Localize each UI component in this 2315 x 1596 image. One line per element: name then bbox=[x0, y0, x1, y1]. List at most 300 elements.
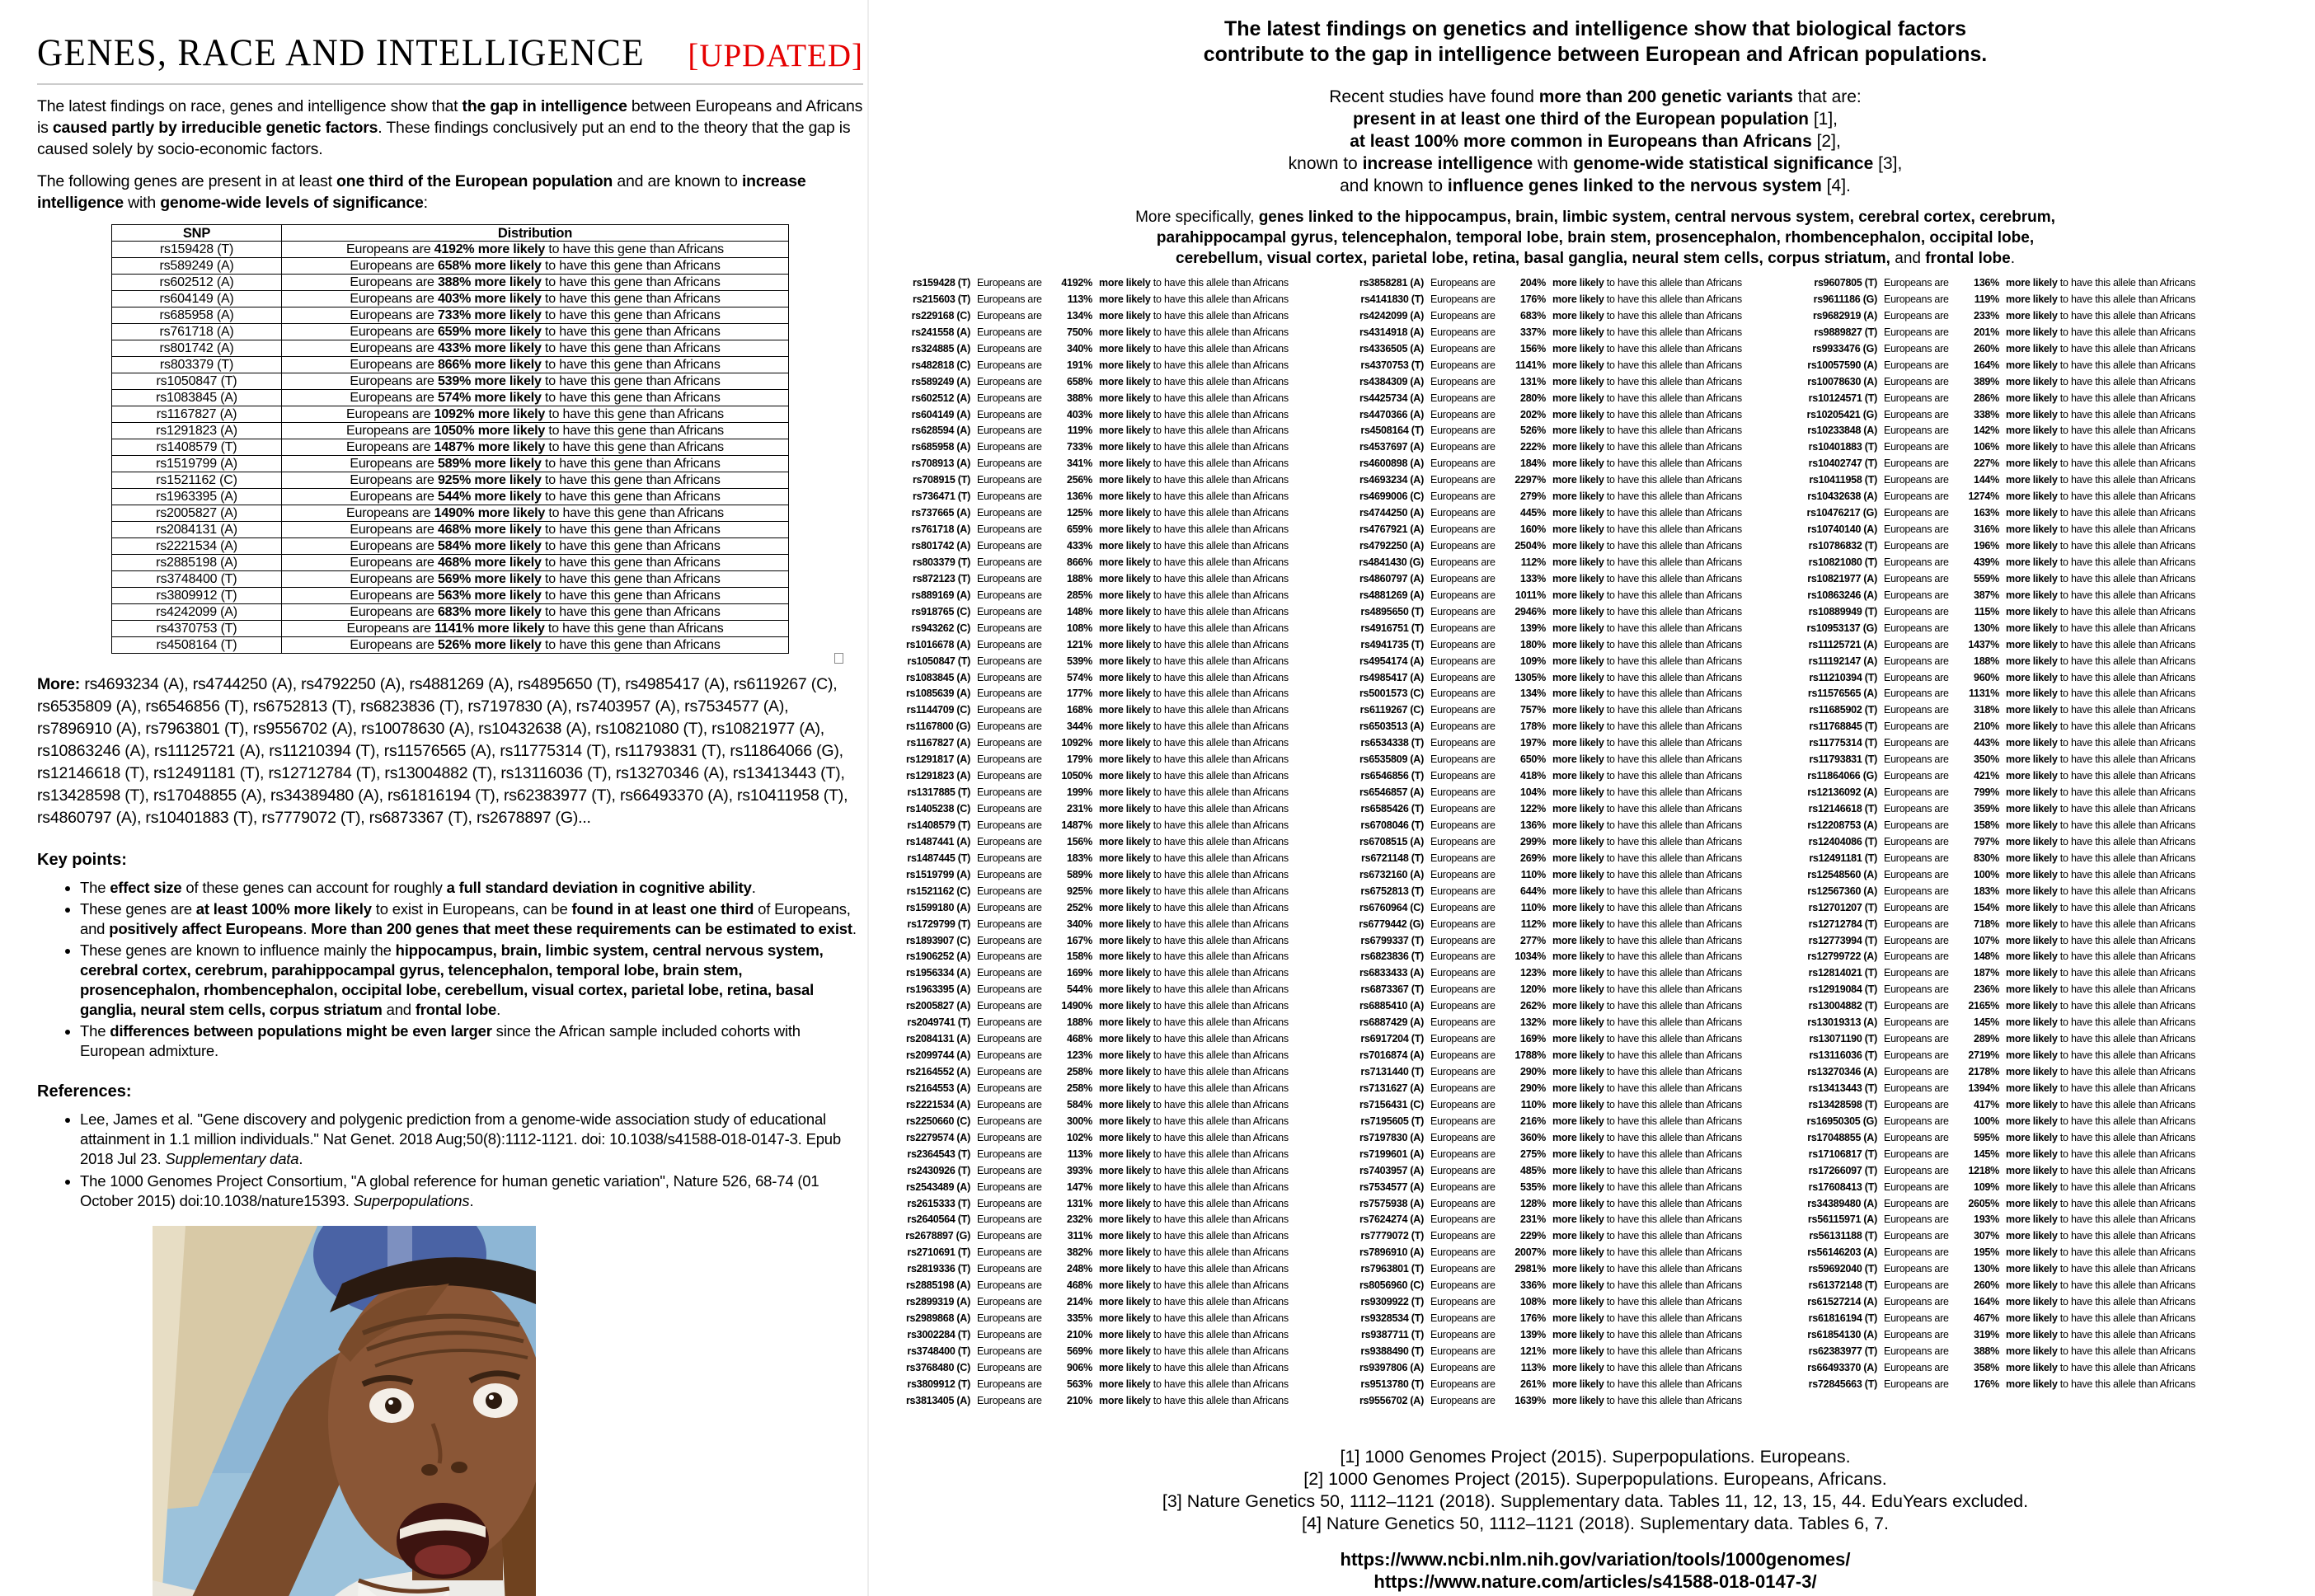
snp-id: rs6732160 (A) bbox=[1359, 868, 1424, 880]
snp-percentage: 526% bbox=[1520, 425, 1546, 437]
snp-id: rs628594 (A) bbox=[911, 425, 970, 437]
snp-table-wrap bbox=[37, 224, 863, 654]
snp-row-suffix: more likely to have this allele than Africans bbox=[2006, 721, 2195, 733]
snp-row bbox=[1340, 965, 1756, 982]
snp-percentage: 125% bbox=[1067, 507, 1092, 519]
snp-row bbox=[1340, 571, 1756, 588]
snp-percentage: 191% bbox=[1067, 359, 1092, 371]
snp-row-prefix: Europeans are bbox=[977, 1378, 1042, 1390]
snp-column bbox=[1793, 275, 2288, 1393]
snp-percentage: 252% bbox=[1067, 901, 1092, 913]
snp-id: rs11793831 (T) bbox=[1809, 753, 1877, 766]
snp-percentage: 574% bbox=[1067, 671, 1092, 683]
snp-row-suffix: more likely to have this allele than Africans bbox=[1099, 458, 1289, 470]
snp-row bbox=[886, 1377, 1303, 1393]
snp-percentage: 164% bbox=[1974, 359, 1999, 371]
snp-id: rs12567360 (A) bbox=[1807, 885, 1877, 897]
snp-id: rs6708515 (A) bbox=[1359, 835, 1424, 847]
snp-percentage: 107% bbox=[1974, 934, 1999, 946]
snp-id: rs4141830 (T) bbox=[1360, 293, 1424, 305]
snp-row-suffix: more likely to have this allele than Africans bbox=[1099, 1394, 1289, 1406]
snp-row-prefix: Europeans are bbox=[977, 277, 1042, 289]
studies-line: present in at least one third of the European population [1], bbox=[1352, 110, 1838, 129]
snp-row-prefix: Europeans are bbox=[1430, 572, 1496, 584]
snp-row-prefix: Europeans are bbox=[977, 425, 1042, 437]
snp-id: rs10402747 (T) bbox=[1808, 458, 1877, 470]
snp-row bbox=[1793, 456, 2288, 472]
snp-percentage: 164% bbox=[1974, 1296, 1999, 1308]
snp-percentage: 121% bbox=[1067, 638, 1092, 650]
snp-percentage: 388% bbox=[1067, 392, 1092, 404]
distribution-cell: Europeans are 1141% more likely to have this gene than Africans bbox=[282, 621, 789, 637]
snp-row-prefix: Europeans are bbox=[1884, 868, 1949, 880]
source-links bbox=[876, 1548, 2315, 1593]
snp-row-suffix: more likely to have this allele than Africans bbox=[1099, 770, 1289, 782]
key-point-item: • The effect size of these genes can account for roughly a full standard deviation in cognitive ability. bbox=[80, 878, 863, 898]
snp-percentage: 199% bbox=[1067, 786, 1092, 799]
snp-row-suffix: more likely to have this allele than Africans bbox=[2006, 885, 2195, 897]
snp-row-prefix: Europeans are bbox=[1430, 1000, 1496, 1012]
snp-id: rs2678897 (G) bbox=[905, 1230, 970, 1242]
snp-row bbox=[1340, 538, 1756, 555]
snp-row-suffix: more likely to have this allele than Africans bbox=[1099, 1164, 1289, 1176]
snp-id: rs872123 (T) bbox=[913, 572, 970, 584]
snp-row-prefix: Europeans are bbox=[1884, 491, 1949, 503]
snp-row-suffix: more likely to have this allele than Africans bbox=[1099, 1329, 1289, 1340]
genes-paragraph: The following genes are present in at least one third of the European population and are known to increase intelligence with genome-wide levels of significance: bbox=[37, 172, 806, 212]
snp-row-suffix: more likely to have this allele than Africans bbox=[1552, 523, 1742, 536]
source-link[interactable]: https://www.ncbi.nlm.nih.gov/variation/tools/1000genomes/ bbox=[1340, 1548, 1851, 1570]
snp-row-prefix: Europeans are bbox=[1430, 1378, 1496, 1390]
snp-row-suffix: more likely to have this allele than Africans bbox=[2006, 1033, 2195, 1045]
snp-row-prefix: Europeans are bbox=[1430, 803, 1496, 814]
snp-row-suffix: more likely to have this allele than Africans bbox=[1552, 441, 1742, 453]
snp-row-prefix: Europeans are bbox=[1884, 523, 1949, 536]
headline-line: The latest findings on genetics and intelligence show that biological factors bbox=[1223, 17, 1967, 40]
snp-percentage: 104% bbox=[1520, 786, 1546, 799]
snp-percentage: 2605% bbox=[1968, 1197, 1999, 1209]
snp-row-prefix: Europeans are bbox=[1430, 1263, 1496, 1275]
footnote-item: [4] Nature Genetics 50, 1112–1121 (2018). Suplementary data. Tables 6, 7. bbox=[1302, 1513, 1889, 1533]
snp-row bbox=[1793, 801, 2288, 818]
snp-row-suffix: more likely to have this allele than Africans bbox=[1552, 359, 1742, 371]
snp-id: rs11775314 (T) bbox=[1809, 737, 1877, 749]
snp-row-prefix: Europeans are bbox=[1430, 458, 1496, 470]
snp-id: rs13071190 (T) bbox=[1809, 1033, 1877, 1045]
snp-id: rs2084131 (A) bbox=[905, 1033, 970, 1045]
snp-percentage: 757% bbox=[1520, 704, 1546, 716]
snp-percentage: 467% bbox=[1974, 1312, 1999, 1325]
snp-row bbox=[1793, 1081, 2288, 1097]
snp-id: rs17608413 (T) bbox=[1808, 1181, 1877, 1193]
snp-row-prefix: Europeans are bbox=[977, 1098, 1042, 1110]
snp-row-suffix: more likely to have this allele than Africans bbox=[1099, 1230, 1289, 1242]
snp-row-prefix: Europeans are bbox=[977, 441, 1042, 453]
snp-row-prefix: Europeans are bbox=[1884, 835, 1949, 847]
snp-row bbox=[1340, 1360, 1756, 1377]
headline-line: contribute to the gap in intelligence between European and African populations. bbox=[1203, 43, 1988, 66]
snp-row bbox=[1793, 982, 2288, 998]
snp-row bbox=[886, 719, 1303, 735]
snp-percentage: 119% bbox=[1974, 293, 1999, 305]
snp-row-suffix: more likely to have this allele than Africans bbox=[1552, 1181, 1742, 1193]
snp-row bbox=[1340, 1015, 1756, 1031]
snp-row-suffix: more likely to have this allele than Africans bbox=[1552, 671, 1742, 683]
snp-row bbox=[1793, 1278, 2288, 1294]
snp-row-suffix: more likely to have this allele than Africans bbox=[1099, 1312, 1289, 1325]
snp-row-prefix: Europeans are bbox=[977, 293, 1042, 305]
snp-id: rs6546857 (A) bbox=[1359, 786, 1424, 799]
snp-id: rs12919084 (T) bbox=[1808, 983, 1877, 996]
snp-id: rs324885 (A) bbox=[911, 342, 970, 354]
snp-percentage: 156% bbox=[1520, 342, 1546, 354]
snp-percentage: 154% bbox=[1974, 901, 1999, 913]
snp-row bbox=[886, 834, 1303, 851]
snp-percentage: 1092% bbox=[1061, 737, 1092, 749]
snp-percentage: 169% bbox=[1067, 967, 1092, 979]
snp-row-prefix: Europeans are bbox=[977, 392, 1042, 404]
snp-row bbox=[1340, 1393, 1756, 1410]
snp-row-suffix: more likely to have this allele than Africans bbox=[2006, 704, 2195, 716]
snp-row-suffix: more likely to have this allele than Africans bbox=[1552, 1131, 1742, 1143]
snp-percentage: 147% bbox=[1067, 1181, 1092, 1193]
snp-percentage: 2007% bbox=[1514, 1246, 1546, 1259]
snp-id: rs12814021 (T) bbox=[1808, 967, 1877, 979]
snp-percentage: 830% bbox=[1974, 852, 1999, 864]
snp-row bbox=[1340, 949, 1756, 965]
snp-row-suffix: more likely to have this allele than Africans bbox=[1099, 983, 1289, 996]
snp-row-suffix: more likely to have this allele than Africans bbox=[1552, 408, 1742, 420]
snp-id: rs10432638 (A) bbox=[1807, 491, 1877, 503]
snp-id: rs1050847 (T) bbox=[907, 655, 970, 667]
snp-row bbox=[1340, 1377, 1756, 1393]
snp-row-prefix: Europeans are bbox=[1430, 983, 1496, 996]
snp-row-prefix: Europeans are bbox=[1430, 1361, 1496, 1373]
snp-row-suffix: more likely to have this allele than Africans bbox=[1552, 819, 1742, 831]
snp-row bbox=[1340, 1212, 1756, 1228]
snp-row-suffix: more likely to have this allele than Africans bbox=[1099, 523, 1289, 536]
snp-row-prefix: Europeans are bbox=[977, 1279, 1042, 1292]
snp-cell: rs1519799 (A) bbox=[112, 456, 282, 472]
snp-row-prefix: Europeans are bbox=[1884, 901, 1949, 913]
snp-row bbox=[886, 1180, 1303, 1196]
snp-id: rs801742 (A) bbox=[911, 540, 970, 552]
snp-row-prefix: Europeans are bbox=[1884, 721, 1949, 733]
snp-row-suffix: more likely to have this allele than Africans bbox=[2006, 1131, 2195, 1143]
snp-percentage: 210% bbox=[1067, 1394, 1092, 1406]
snp-row bbox=[1793, 670, 2288, 687]
snp-row bbox=[1340, 604, 1756, 621]
studies-line: Recent studies have found more than 200 genetic variants that are: bbox=[1329, 87, 1862, 106]
snp-percentage: 210% bbox=[1974, 721, 1999, 733]
snp-id: rs4860797 (A) bbox=[1359, 572, 1424, 584]
snp-percentage: 544% bbox=[1067, 983, 1092, 996]
table-row bbox=[112, 406, 789, 423]
snp-percentage: 134% bbox=[1067, 309, 1092, 322]
snp-row-suffix: more likely to have this allele than Africans bbox=[2006, 918, 2195, 930]
snp-row bbox=[886, 538, 1303, 555]
snp-percentage: 589% bbox=[1067, 868, 1092, 880]
snp-percentage: 443% bbox=[1974, 737, 1999, 749]
snp-row-suffix: more likely to have this allele than Africans bbox=[1552, 753, 1742, 766]
snp-row bbox=[1793, 1245, 2288, 1261]
snp-id: rs708913 (A) bbox=[911, 458, 970, 470]
snp-row-prefix: Europeans are bbox=[1430, 408, 1496, 420]
snp-percentage: 195% bbox=[1974, 1246, 1999, 1259]
snp-row bbox=[886, 965, 1303, 982]
snp-percentage: 121% bbox=[1520, 1345, 1546, 1357]
snp-id: rs3858281 (A) bbox=[1359, 277, 1424, 289]
snp-row bbox=[886, 439, 1303, 456]
snp-row bbox=[886, 702, 1303, 719]
snp-row-prefix: Europeans are bbox=[977, 770, 1042, 782]
snp-row-suffix: more likely to have this allele than Africans bbox=[2006, 572, 2195, 584]
snp-row bbox=[1340, 1064, 1756, 1081]
snp-row-suffix: more likely to have this allele than Africans bbox=[1099, 491, 1289, 503]
snp-row-prefix: Europeans are bbox=[1884, 786, 1949, 799]
snp-row bbox=[886, 1360, 1303, 1377]
snp-row-prefix: Europeans are bbox=[1884, 688, 1949, 700]
snp-row bbox=[1340, 1344, 1756, 1360]
distribution-cell: Europeans are 866% more likely to have this gene than Africans bbox=[282, 357, 789, 373]
snp-row bbox=[886, 768, 1303, 785]
snp-row-suffix: more likely to have this allele than Africans bbox=[1099, 1033, 1289, 1045]
snp-row bbox=[886, 522, 1303, 538]
snp-row bbox=[1793, 391, 2288, 407]
snp-id: rs2615333 (T) bbox=[907, 1197, 970, 1209]
snp-id: rs2364543 (T) bbox=[907, 1148, 970, 1160]
snp-row-suffix: more likely to have this allele than Africans bbox=[1099, 1378, 1289, 1390]
snp-row bbox=[1340, 900, 1756, 917]
snp-row-prefix: Europeans are bbox=[977, 951, 1042, 963]
snp-row bbox=[886, 588, 1303, 604]
key-points-heading: Key points: bbox=[37, 851, 127, 869]
snp-row-prefix: Europeans are bbox=[1430, 852, 1496, 864]
snp-id: rs10411958 (T) bbox=[1809, 474, 1877, 486]
snp-row-suffix: more likely to have this allele than Africans bbox=[2006, 770, 2195, 782]
studies-line: known to increase intelligence with genome-wide statistical significance [3], bbox=[1288, 154, 1903, 173]
snp-row bbox=[886, 982, 1303, 998]
snp-percentage: 286% bbox=[1974, 392, 1999, 404]
snp-row-prefix: Europeans are bbox=[1430, 1213, 1496, 1226]
snp-row bbox=[886, 1228, 1303, 1245]
snp-row-suffix: more likely to have this allele than Africans bbox=[2006, 1329, 2195, 1340]
snp-row-prefix: Europeans are bbox=[1884, 1082, 1949, 1094]
snp-row-prefix: Europeans are bbox=[1430, 1197, 1496, 1209]
snp-id: rs3813405 (A) bbox=[905, 1394, 970, 1406]
snp-percentage: 233% bbox=[1974, 309, 1999, 322]
snp-percentage: 167% bbox=[1067, 934, 1092, 946]
snp-percentage: 1131% bbox=[1969, 688, 1999, 700]
snp-row-suffix: more likely to have this allele than Africans bbox=[1099, 1213, 1289, 1226]
snp-row-suffix: more likely to have this allele than Africans bbox=[2006, 753, 2195, 766]
snp-row-suffix: more likely to have this allele than Africans bbox=[1552, 1066, 1742, 1077]
snp-row-prefix: Europeans are bbox=[1884, 1115, 1949, 1127]
snp-row bbox=[1340, 1180, 1756, 1196]
snp-row-suffix: more likely to have this allele than Africans bbox=[1099, 704, 1289, 716]
snp-row-suffix: more likely to have this allele than Africans bbox=[1099, 342, 1289, 354]
snp-row-prefix: Europeans are bbox=[1884, 1378, 1949, 1390]
snp-row bbox=[1793, 621, 2288, 637]
snp-percentage: 120% bbox=[1520, 983, 1546, 996]
table-row bbox=[112, 555, 789, 571]
snp-row bbox=[1340, 1163, 1756, 1180]
snp-row-prefix: Europeans are bbox=[1430, 704, 1496, 716]
snp-id: rs736471 (T) bbox=[913, 491, 970, 503]
snp-row-prefix: Europeans are bbox=[1430, 1066, 1496, 1077]
snp-row-prefix: Europeans are bbox=[1430, 967, 1496, 979]
snp-percentage: 176% bbox=[1974, 1378, 1999, 1390]
snp-row-prefix: Europeans are bbox=[1884, 737, 1949, 749]
snp-percentage: 256% bbox=[1067, 474, 1092, 486]
snp-row-prefix: Europeans are bbox=[1430, 737, 1496, 749]
snp-percentage: 102% bbox=[1067, 1131, 1092, 1143]
snp-row-prefix: Europeans are bbox=[1884, 1164, 1949, 1176]
snp-row-prefix: Europeans are bbox=[1430, 441, 1496, 453]
snp-row-suffix: more likely to have this allele than Africans bbox=[2006, 622, 2195, 634]
snp-percentage: 108% bbox=[1520, 1296, 1546, 1308]
snp-row-suffix: more likely to have this allele than Africans bbox=[1099, 572, 1289, 584]
snp-cell: rs3809912 (T) bbox=[112, 588, 282, 604]
snp-row-prefix: Europeans are bbox=[977, 491, 1042, 503]
snp-percentage: 148% bbox=[1974, 951, 1999, 963]
snp-row-prefix: Europeans are bbox=[1430, 309, 1496, 322]
snp-cell: rs1050847 (T) bbox=[112, 373, 282, 390]
snp-row bbox=[886, 456, 1303, 472]
snp-percentage: 269% bbox=[1520, 852, 1546, 864]
snp-row-prefix: Europeans are bbox=[1430, 1296, 1496, 1308]
snp-id: rs7195605 (T) bbox=[1360, 1115, 1424, 1127]
snp-row-suffix: more likely to have this allele than Africans bbox=[1099, 671, 1289, 683]
snp-id: rs3809912 (T) bbox=[907, 1378, 970, 1390]
snp-percentage: 338% bbox=[1974, 408, 1999, 420]
snp-row-prefix: Europeans are bbox=[1884, 507, 1949, 519]
snp-row bbox=[1340, 686, 1756, 702]
snp-percentage: 110% bbox=[1520, 868, 1546, 880]
snp-id: rs9328534 (T) bbox=[1360, 1312, 1424, 1325]
snp-percentage: 1788% bbox=[1514, 1049, 1546, 1062]
snp-row-prefix: Europeans are bbox=[1884, 556, 1949, 568]
snp-row bbox=[886, 341, 1303, 358]
snp-row-prefix: Europeans are bbox=[1430, 507, 1496, 519]
snp-row-suffix: more likely to have this allele than Africans bbox=[2006, 342, 2195, 354]
snp-row-suffix: more likely to have this allele than Africans bbox=[2006, 1181, 2195, 1193]
snp-row bbox=[1793, 965, 2288, 982]
distribution-cell: Europeans are 468% more likely to have this gene than Africans bbox=[282, 555, 789, 571]
snp-row bbox=[886, 1031, 1303, 1048]
updated-badge: [UPDATED] bbox=[688, 38, 863, 73]
snp-row bbox=[886, 1245, 1303, 1261]
snp-id: rs12548560 (A) bbox=[1807, 868, 1877, 880]
snp-row-prefix: Europeans are bbox=[1430, 901, 1496, 913]
snp-cell: rs604149 (A) bbox=[112, 291, 282, 307]
snp-id: rs6119267 (C) bbox=[1359, 704, 1424, 716]
snp-id: rs10889949 (T) bbox=[1808, 605, 1877, 617]
distribution-cell: Europeans are 388% more likely to have this gene than Africans bbox=[282, 275, 789, 291]
snp-row-prefix: Europeans are bbox=[1884, 1312, 1949, 1325]
snp-row-prefix: Europeans are bbox=[1430, 491, 1496, 503]
snp-row bbox=[886, 785, 1303, 801]
snp-row-suffix: more likely to have this allele than Africans bbox=[2006, 638, 2195, 650]
snp-row-prefix: Europeans are bbox=[977, 1230, 1042, 1242]
snp-percentage: 201% bbox=[1974, 326, 1999, 338]
snp-row-prefix: Europeans are bbox=[1430, 721, 1496, 733]
snp-row-suffix: more likely to have this allele than Africans bbox=[1552, 1345, 1742, 1357]
snp-row-prefix: Europeans are bbox=[977, 1115, 1042, 1127]
snp-row bbox=[1793, 1311, 2288, 1327]
snp-row-suffix: more likely to have this allele than Africans bbox=[1552, 309, 1742, 322]
snp-id: rs1729799 (T) bbox=[907, 918, 970, 930]
snp-row-suffix: more likely to have this allele than Africans bbox=[1099, 1131, 1289, 1143]
snp-row bbox=[1793, 917, 2288, 933]
snp-percentage: 683% bbox=[1520, 309, 1546, 322]
snp-id: rs13428598 (T) bbox=[1808, 1098, 1877, 1110]
snp-row-suffix: more likely to have this allele than Africans bbox=[1099, 1115, 1289, 1127]
snp-row bbox=[1340, 588, 1756, 604]
snp-row-prefix: Europeans are bbox=[1430, 1345, 1496, 1357]
snp-row-prefix: Europeans are bbox=[1884, 671, 1949, 683]
snp-row-suffix: more likely to have this allele than Africans bbox=[1552, 375, 1742, 387]
snp-row bbox=[1793, 686, 2288, 702]
snp-row-suffix: more likely to have this allele than Africans bbox=[2006, 474, 2195, 486]
snp-percentage: 131% bbox=[1067, 1197, 1092, 1209]
snp-percentage: 539% bbox=[1067, 655, 1092, 667]
snp-percentage: 336% bbox=[1520, 1279, 1546, 1292]
snp-id: rs9388490 (T) bbox=[1360, 1345, 1424, 1357]
source-link[interactable]: https://www.nature.com/articles/s41588-018-0147-3/ bbox=[1374, 1570, 1817, 1592]
snp-row bbox=[1340, 702, 1756, 719]
snp-percentage: 340% bbox=[1067, 918, 1092, 930]
snp-percentage: 214% bbox=[1067, 1296, 1092, 1308]
snp-percentage: 311% bbox=[1067, 1230, 1092, 1242]
snp-id: rs6873367 (T) bbox=[1360, 983, 1424, 996]
snp-id: rs12136092 (A) bbox=[1807, 786, 1877, 799]
snp-row bbox=[1793, 785, 2288, 801]
snp-row bbox=[1793, 867, 2288, 884]
snp-row-suffix: more likely to have this allele than Africans bbox=[1552, 638, 1742, 650]
snp-id: rs9556702 (A) bbox=[1359, 1394, 1424, 1406]
snp-id: rs241558 (A) bbox=[911, 326, 970, 338]
distribution-cell: Europeans are 1490% more likely to have this gene than Africans bbox=[282, 505, 789, 522]
snp-row-suffix: more likely to have this allele than Africans bbox=[1552, 556, 1742, 568]
snp-percentage: 176% bbox=[1520, 293, 1546, 305]
snp-row bbox=[886, 818, 1303, 834]
snp-row bbox=[1793, 407, 2288, 424]
snp-cell: rs602512 (A) bbox=[112, 275, 282, 291]
snp-row-prefix: Europeans are bbox=[1430, 1115, 1496, 1127]
snp-cell: rs4508164 (T) bbox=[112, 637, 282, 654]
snp-percentage: 178% bbox=[1520, 721, 1546, 733]
snp-row bbox=[1793, 1114, 2288, 1130]
snp-row bbox=[1340, 325, 1756, 341]
snp-row bbox=[1793, 949, 2288, 965]
snp-id: rs10078630 (A) bbox=[1807, 375, 1877, 387]
snp-row-suffix: more likely to have this allele than Africans bbox=[1552, 1230, 1742, 1242]
snp-percentage: 1050% bbox=[1061, 770, 1092, 782]
snp-row bbox=[1793, 851, 2288, 867]
snp-row-prefix: Europeans are bbox=[977, 1033, 1042, 1045]
snp-row-suffix: more likely to have this allele than Africans bbox=[2006, 523, 2195, 536]
snp-row-suffix: more likely to have this allele than Africans bbox=[1099, 934, 1289, 946]
snp-row bbox=[886, 1081, 1303, 1097]
snp-id: rs56131188 (T) bbox=[1809, 1230, 1877, 1242]
right-page bbox=[876, 0, 2315, 1593]
snp-percentage: 133% bbox=[1520, 572, 1546, 584]
snp-row-suffix: more likely to have this allele than Africans bbox=[1552, 1082, 1742, 1094]
snp-percentage: 115% bbox=[1974, 605, 1999, 617]
snp-id: rs2989868 (A) bbox=[905, 1312, 970, 1325]
snp-id: rs1085639 (A) bbox=[905, 688, 970, 700]
